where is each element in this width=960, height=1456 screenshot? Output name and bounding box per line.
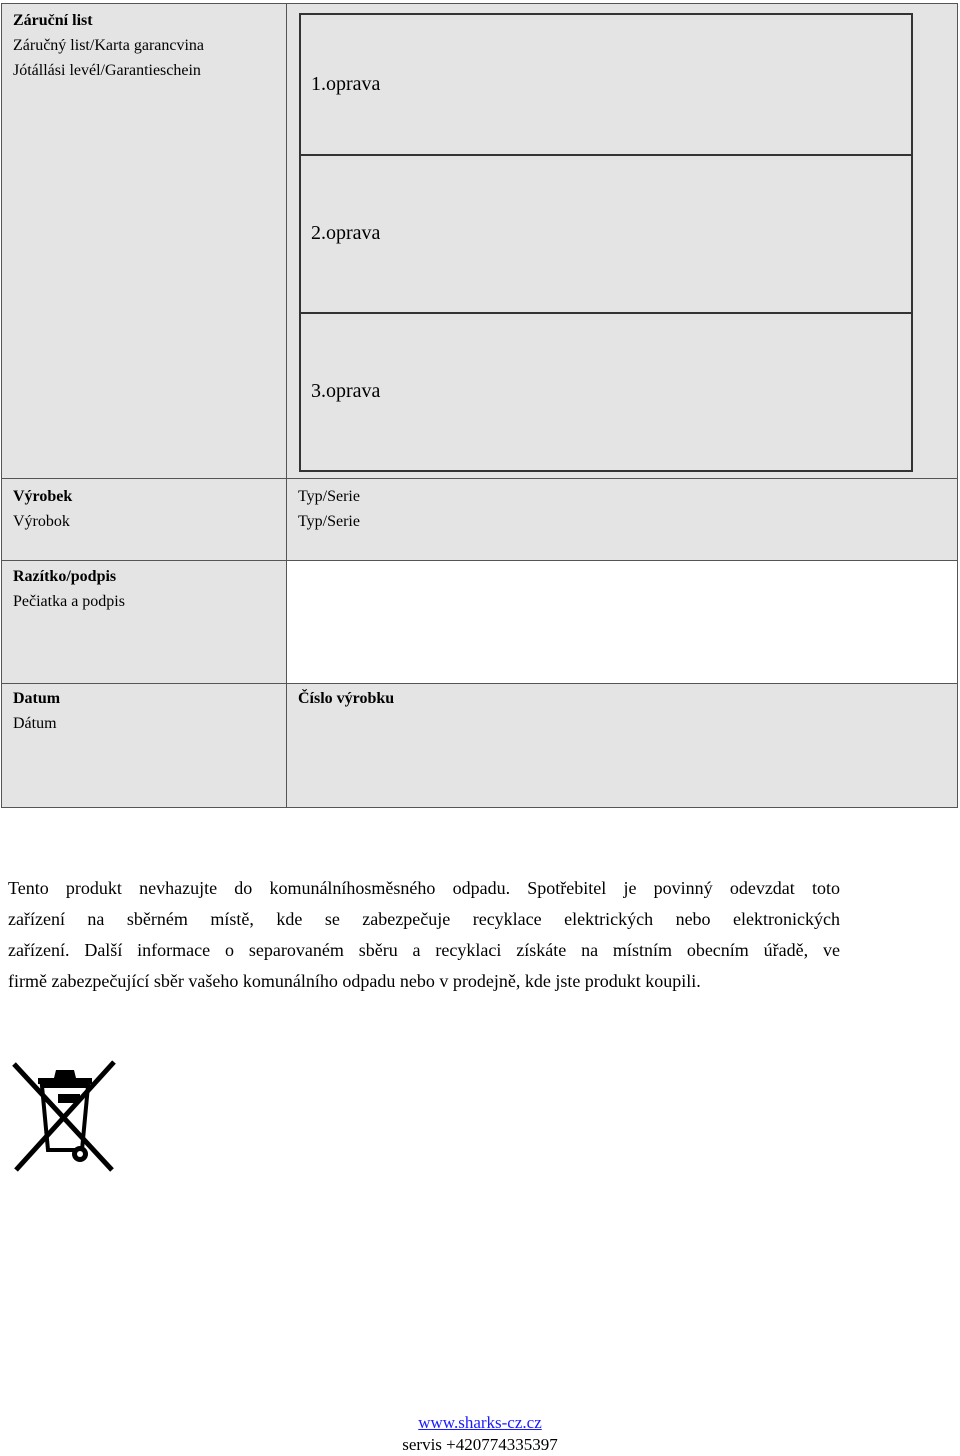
serial-label: Číslo výrobku	[298, 690, 395, 707]
repairs-box	[299, 13, 913, 472]
stamp-signature-area[interactable]	[286, 560, 958, 684]
type-cell[interactable]	[286, 478, 958, 561]
repair-label-3: 3.oprava	[311, 380, 381, 402]
crossed-out-wheelie-bin-icon	[8, 1058, 120, 1176]
serial-cell[interactable]	[286, 683, 958, 808]
repairs-cell	[286, 3, 958, 479]
date-cell[interactable]	[1, 683, 287, 808]
disposal-line-2: zařízení na sběrném místě, kde se zabezpečuje recyklace elektrických nebo elektronických	[8, 909, 840, 929]
warranty-subtitle-hu: Jótállási levél/Garantieschein	[13, 62, 201, 79]
repair-label-2: 2.oprava	[311, 222, 381, 244]
website-link[interactable]: www.sharks-cz.cz	[418, 1413, 542, 1432]
repair-slot-1[interactable]	[301, 15, 911, 156]
product-label: Výrobek	[13, 488, 73, 505]
warranty-header-cell	[1, 3, 287, 479]
disposal-notice	[8, 873, 840, 997]
repair-slot-2[interactable]	[301, 156, 911, 314]
stamp-cell[interactable]	[1, 560, 287, 684]
repair-slot-3[interactable]	[301, 314, 911, 470]
footer	[0, 1412, 960, 1456]
repair-label-1: 1.oprava	[311, 73, 381, 95]
stamp-label: Razítko/podpis	[13, 568, 117, 585]
disposal-line-4: firmě zabezpečující sběr vašeho komunálního odpadu nebo v prodejně, kde jste produkt koupili.	[8, 971, 701, 991]
stamp-label-sk: Pečiatka a podpis	[13, 593, 125, 610]
product-label-sk: Výrobok	[13, 513, 70, 530]
warranty-subtitle-sk: Záručný list/Karta garancvina	[13, 37, 205, 54]
warranty-title: Záruční list	[13, 12, 93, 29]
type-label-sk: Typ/Serie	[298, 513, 360, 530]
date-label: Datum	[13, 690, 61, 707]
warranty-form	[1, 3, 958, 808]
type-label: Typ/Serie	[298, 488, 360, 505]
service-phone: servis +420774335397	[402, 1435, 558, 1454]
product-cell[interactable]	[1, 478, 287, 561]
disposal-line-1: Tento produkt nevhazujte do komunálníhosměsného odpadu. Spotřebitel je povinný odevzdat toto	[8, 878, 840, 898]
date-label-sk: Dátum	[13, 715, 57, 732]
disposal-line-3: zařízení. Další informace o separovaném sběru a recyklaci získáte na místním obecním úřadě, ve	[8, 940, 840, 960]
